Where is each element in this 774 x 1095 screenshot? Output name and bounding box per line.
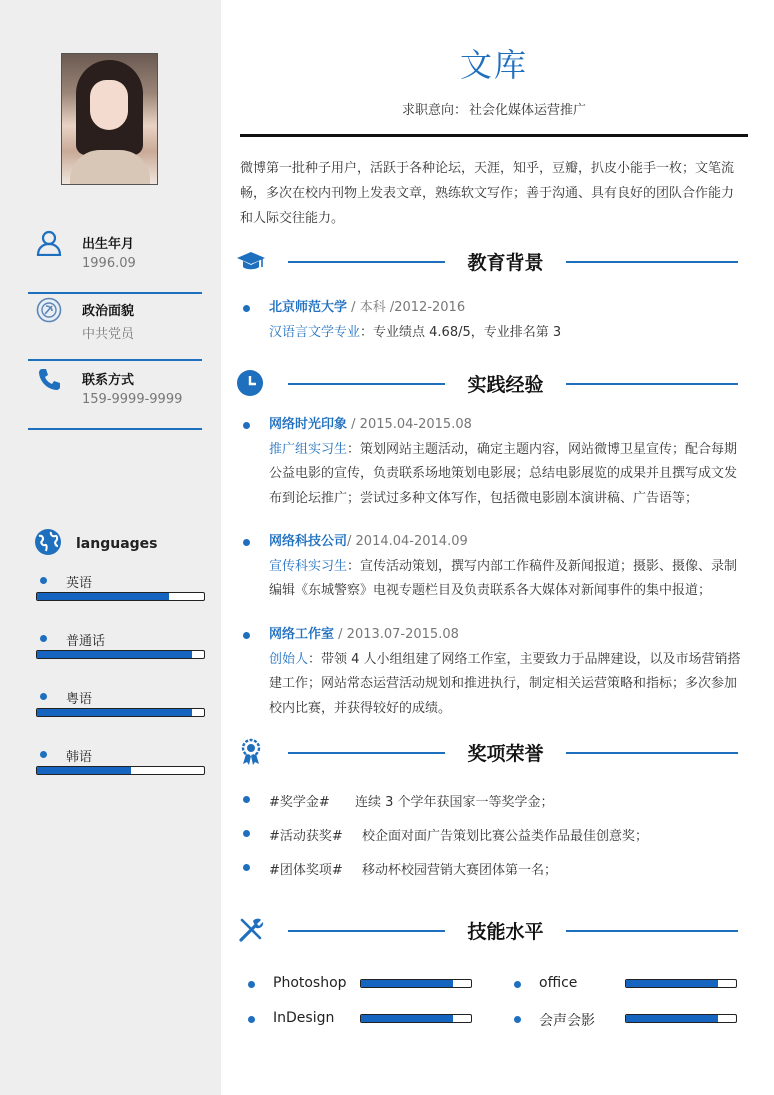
bullet-dot [243, 796, 250, 803]
skill-item [248, 975, 474, 995]
separator: / [351, 300, 356, 315]
job-role: 宣传科实习生 [269, 558, 348, 574]
language-bar [36, 766, 205, 775]
info-contact [28, 362, 202, 430]
award-tag: #活动获奖# [269, 829, 343, 844]
languages-title: languages [76, 536, 158, 552]
skill-name: 会声会影 [539, 1013, 595, 1029]
experience-entry [240, 623, 746, 721]
bullet-dot [243, 864, 250, 871]
language-row [36, 630, 206, 670]
language-name: 韩语 [66, 750, 93, 765]
skill-name: Photoshop [273, 975, 347, 991]
graduation-cap-icon [236, 246, 266, 276]
job-intent [240, 99, 748, 118]
job-intent-value: 社会化媒体运营推广 [469, 103, 587, 118]
section-line [288, 383, 445, 385]
language-row [36, 746, 206, 786]
skill-name: InDesign [273, 1010, 335, 1026]
skill-bar [360, 979, 472, 988]
section-line [288, 752, 445, 754]
phone-icon [36, 366, 62, 392]
bullet-dot [248, 981, 255, 988]
section-title: 实践经验 [467, 374, 544, 396]
separator: / [334, 627, 347, 642]
sidebar [0, 0, 221, 1095]
award-tag: #奖学金# [269, 795, 330, 810]
bullet-dot [40, 751, 47, 758]
bullet-dot [248, 1016, 255, 1023]
info-birth [28, 226, 202, 294]
experience-entry [240, 530, 746, 604]
info-politics [28, 293, 202, 361]
person-icon [36, 230, 62, 256]
bullet-dot [40, 693, 47, 700]
language-bar [36, 708, 205, 717]
award-tag: #团体奖项# [269, 863, 343, 878]
section-line [566, 930, 738, 932]
skill-item [514, 975, 740, 995]
org-name: 网络工作室 [269, 627, 335, 642]
info-value: 中共党员 [82, 327, 135, 342]
medal-icon [236, 737, 266, 767]
language-bar [36, 650, 205, 659]
job-description: ：宣传活动策划，撰写内部工作稿件及新闻报道；摄影、摄像、录制编辑《东城警察》电视专题栏目及负责联系各大媒体对新闻事件的集中报道； [269, 558, 738, 598]
education-entry [240, 296, 746, 345]
bullet-dot [243, 422, 250, 429]
skill-bar [625, 979, 737, 988]
globe-icon [34, 528, 62, 556]
info-value: 1996.09 [82, 256, 136, 271]
skill-bar [625, 1014, 737, 1023]
party-emblem-icon [36, 297, 62, 323]
language-name: 英语 [66, 576, 93, 591]
major-detail: ：专业绩点 4.68/5，专业排名第 3 [360, 324, 562, 340]
org-name: 网络科技公司 [269, 534, 348, 549]
profile-photo [61, 53, 158, 185]
language-bar [36, 592, 205, 601]
skill-bar [360, 1014, 472, 1023]
language-row [36, 572, 206, 612]
bullet-dot [514, 1016, 521, 1023]
job-description: ：带领 4 人小组组建了网络工作室，主要致力于品牌建设，以及市场营销搭建工作；网站常态运营活动规划和推进执行，制定相关运营策略和指标；多次参加校内比赛，并获得较好的成绩。 [269, 651, 741, 716]
section-line [566, 752, 738, 754]
bullet-dot [40, 577, 47, 584]
bullet-dot [243, 539, 250, 546]
section-line [566, 261, 738, 263]
award-description: 移动杯校园营销大赛团体第一名； [362, 863, 558, 878]
section-line [566, 383, 738, 385]
org-name: 网络时光印象 [269, 417, 348, 432]
self-summary: 微博第一批种子用户，活跃于各种论坛，天涯，知乎，豆瓣，扒皮小能手一枚；文笔流畅，多次在校内刊物上发表文章，熟练软文写作；善于沟通、具有良好的团队合作能力和人际交往能力。 [240, 161, 735, 226]
bullet-dot [40, 635, 47, 642]
skill-item [248, 1010, 474, 1030]
info-value: 159-9999-9999 [82, 392, 183, 407]
bullet-dot [243, 830, 250, 837]
skill-name: office [539, 975, 578, 991]
skill-item [514, 1010, 740, 1030]
major: 汉语言文学专业 [269, 324, 361, 340]
job-role: 创始人 [269, 651, 309, 667]
info-label: 出生年月 [82, 237, 135, 252]
section-title: 奖项荣誉 [467, 743, 544, 765]
section-line [288, 930, 445, 932]
section-awards-header [236, 737, 748, 767]
study-period: 2012-2016 [394, 300, 466, 315]
language-row [36, 688, 206, 728]
separator: / [347, 417, 360, 432]
languages-header [34, 528, 158, 560]
job-intent-label: 求职意向： [401, 103, 467, 118]
section-skills-header [236, 915, 748, 945]
degree: 本科 [359, 300, 386, 315]
section-line [288, 261, 445, 263]
info-label: 联系方式 [82, 373, 135, 388]
award-description: 校企面对面广告策划比赛公益类作品最佳创意奖； [362, 829, 649, 844]
section-education-header [236, 246, 748, 276]
language-name: 粤语 [66, 692, 93, 707]
experience-entry [240, 413, 746, 511]
school-name: 北京师范大学 [269, 300, 348, 315]
info-label: 政治面貌 [82, 304, 135, 319]
separator: / [347, 534, 356, 549]
bullet-dot [243, 305, 250, 312]
bullet-dot [514, 981, 521, 988]
job-description: ：策划网站主题活动，确定主题内容，网站微博卫星宣传；配合每期公益电影的宣传，负责联系场地策划电影展；总结电影展览的成果并且撰写成文发布到论坛推广；尝试过多种文体写作，包括微电影剧本演讲稿、广告语等； [269, 441, 738, 506]
work-period: 2013.07-2015.08 [346, 627, 459, 642]
work-period: 2015.04-2015.08 [359, 417, 472, 432]
section-title: 教育背景 [467, 252, 544, 274]
job-role: 推广组实习生 [269, 441, 348, 457]
award-description: 连续 3 个学年获国家一等奖学金； [355, 795, 554, 810]
tools-icon [236, 915, 266, 945]
resume-name: 文库 [459, 46, 528, 84]
clock-icon [236, 368, 266, 398]
work-period: 2014.04-2014.09 [355, 534, 468, 549]
separator: / [389, 300, 395, 315]
header-divider [240, 134, 748, 137]
section-experience-header [236, 368, 748, 398]
language-name: 普通话 [66, 634, 106, 649]
section-title: 技能水平 [467, 921, 544, 943]
bullet-dot [243, 632, 250, 639]
